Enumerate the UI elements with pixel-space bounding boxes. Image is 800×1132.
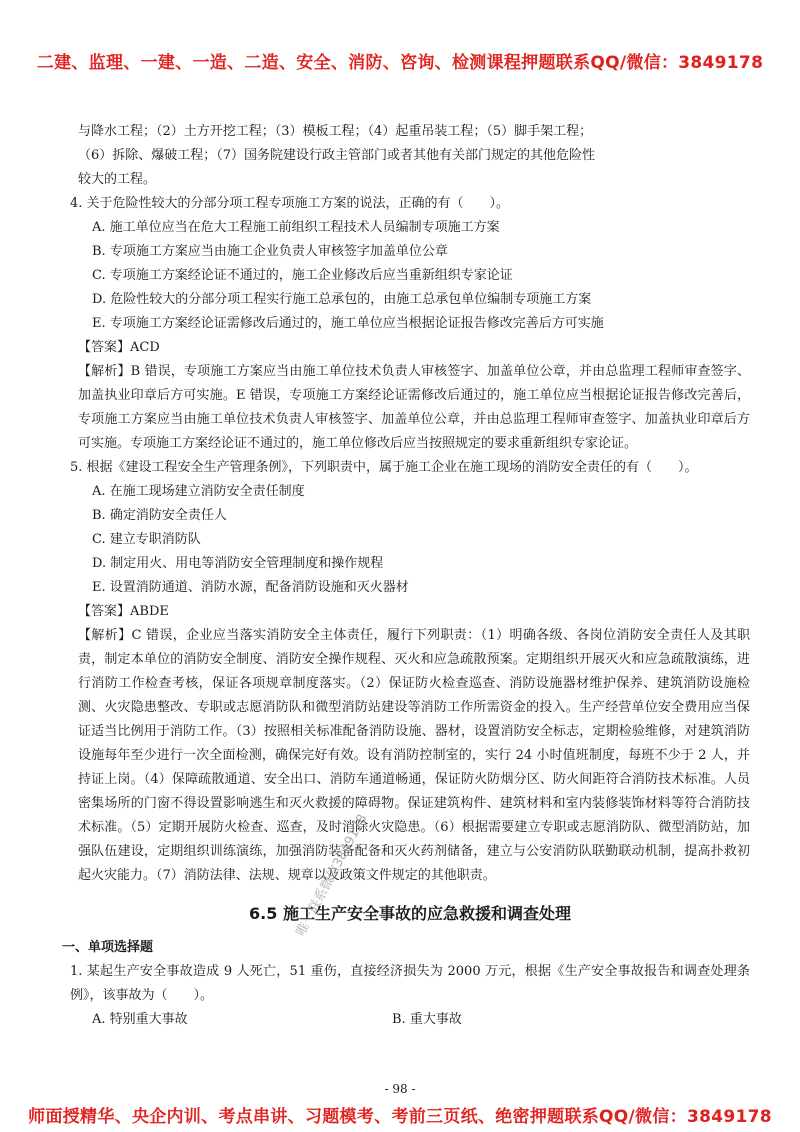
section-title: 6.5 施工生产安全事故的应急救援和调查处理 bbox=[249, 904, 571, 923]
question-5-option: D. 制定用火、用电等消防安全管理制度和操作规程 bbox=[92, 556, 384, 571]
question-1-options bbox=[70, 1008, 750, 1032]
page-number: - 98 - bbox=[384, 1082, 416, 1096]
question-5-option: A. 在施工现场建立消防安全责任制度 bbox=[92, 484, 305, 499]
watermark: 唯一联系微信3849178 bbox=[293, 811, 371, 939]
question-5-option: B. 确定消防安全责任人 bbox=[92, 508, 227, 523]
continuation-line: 与降水工程；（2）土方开挖工程；（3）模板工程；（4）起重吊装工程；（5）脚手架工程； bbox=[78, 124, 593, 139]
continuation-line: 较大的工程。 bbox=[78, 172, 157, 187]
question-1-stem: 1. 某起生产安全事故造成 9 人死亡，51 重伤，直接经济损失为 2000 万元，根据《生产安全事故报告和调查处理条例》，该事故为（ ）。 bbox=[70, 964, 750, 1003]
question-4-option: A. 施工单位应当在危大工程施工前组织工程技术人员编制专项施工方案 bbox=[92, 220, 500, 235]
question-5-stem: 5. 根据《建设工程安全生产管理条例》，下列职责中，属于施工企业在施工现场的消防安全责任的有（ ）。 bbox=[70, 460, 698, 475]
footer-banner: 师面授精华、央企内训、考点串讲、习题模考、考前三页纸、绝密押题联系QQ/微信：3849178 bbox=[28, 1107, 772, 1127]
question-5-option: C. 建立专职消防队 bbox=[92, 532, 201, 547]
question-1-option-b: B. 重大事故 bbox=[392, 1012, 462, 1027]
page-content bbox=[62, 120, 750, 1032]
question-4-stem: 4. 关于危险性较大的分部分项工程专项施工方案的说法，正确的有（ ）。 bbox=[70, 196, 510, 211]
question-5-option: E. 设置消防通道、消防水源，配备消防设施和灭火器材 bbox=[92, 580, 409, 595]
question-4-option: E. 专项施工方案经论证需修改后通过的，施工单位应当根据论证报告修改完善后方可实施 bbox=[92, 316, 604, 331]
question-1-option-a: A. 特别重大事故 bbox=[92, 1012, 188, 1027]
question-4-answer: 【答案】ACD bbox=[78, 340, 160, 355]
continuation-line: （6）拆除、爆破工程；（7）国务院建设行政主管部门或者其他有关部门规定的其他危险性 bbox=[78, 148, 596, 163]
question-4-option: D. 危险性较大的分部分项工程实行施工总承包的，由施工总承包单位编制专项施工方案 bbox=[92, 292, 592, 307]
header-banner: 二建、监理、一建、一造、二造、安全、消防、咨询、检测课程押题联系QQ/微信：3849178 bbox=[36, 53, 764, 73]
question-4-option: C. 专项施工方案经论证不通过的，施工企业修改后应当重新组织专家论证 bbox=[92, 268, 513, 283]
question-4-option: B. 专项施工方案应当由施工企业负责人审核签字加盖单位公章 bbox=[92, 244, 448, 259]
subsection-title: 一、单项选择题 bbox=[62, 940, 154, 955]
question-5-answer: 【答案】ABDE bbox=[78, 604, 169, 619]
question-4-analysis: 【解析】B 错误，专项施工方案应当由施工单位技术负责人审核签字、加盖单位公章，并由总监理工程师审查签字、加盖执业印章后方可实施。E 错误，专项施工方案经论证需修改后通过的，施工单位应当根据论证报告修改完善后，专项施工方案应当由施工单位技术负责人审核签字、加盖单位公章，并由总监理工程师审查签字、加盖执业印章后方可实施。专项施工方案经论证不通过的，施工单位修改后应当按照规定的要求重新组织专家论证。 bbox=[78, 364, 750, 451]
question-5-analysis: 【解析】C 错误，企业应当落实消防安全主体责任，履行下列职责：（1）明确各级、各岗位消防安全责任人及其职责，制定本单位的消防安全制度、消防安全操作规程、灭火和应急疏散预案。定期组织开展灭火和应急疏散演练，进行消防工作检查考核，保证各项规章制度落实。（2）保证防火检查巡查、消防设施器材维护保养、建筑消防设施检测、火灾隐患整改、专职或志愿消防队和微型消防站建设等消防工作所需资金的投入。生产经营单位安全费用应当保证适当比例用于消防工作。（3）按照相关标准配备消防设施、器材，设置消防安全标志，定期检验维修，对建筑消防设施每年至少进行一次全面检测，确保完好有效。设有消防控制室的，实行 24 小时值班制度，每班不少于 2 人，并持证上岗。（4）保障疏散通道、安全出口、消防车通道畅通，保证防火防烟分区、防火间距符合消防技术标准。人员密集场所的门窗不得设置影响逃生和灭火救援的障碍物。保证建筑构件、建筑材料和室内装修装饰材料等符合消防技术标准。（5）定期开展防火检查、巡查，及时消除火灾隐患。（6）根据需要建立专职或志愿消防队、微型消防站，加强队伍建设，定期组织训练演练，加强消防装备配备和灭火药剂储备，建立与公安消防队联勤联动机制，提高扑救初起火灾能力。（7）消防法律、法规、规章以及政策文件规定的其他职责。 bbox=[78, 628, 750, 883]
